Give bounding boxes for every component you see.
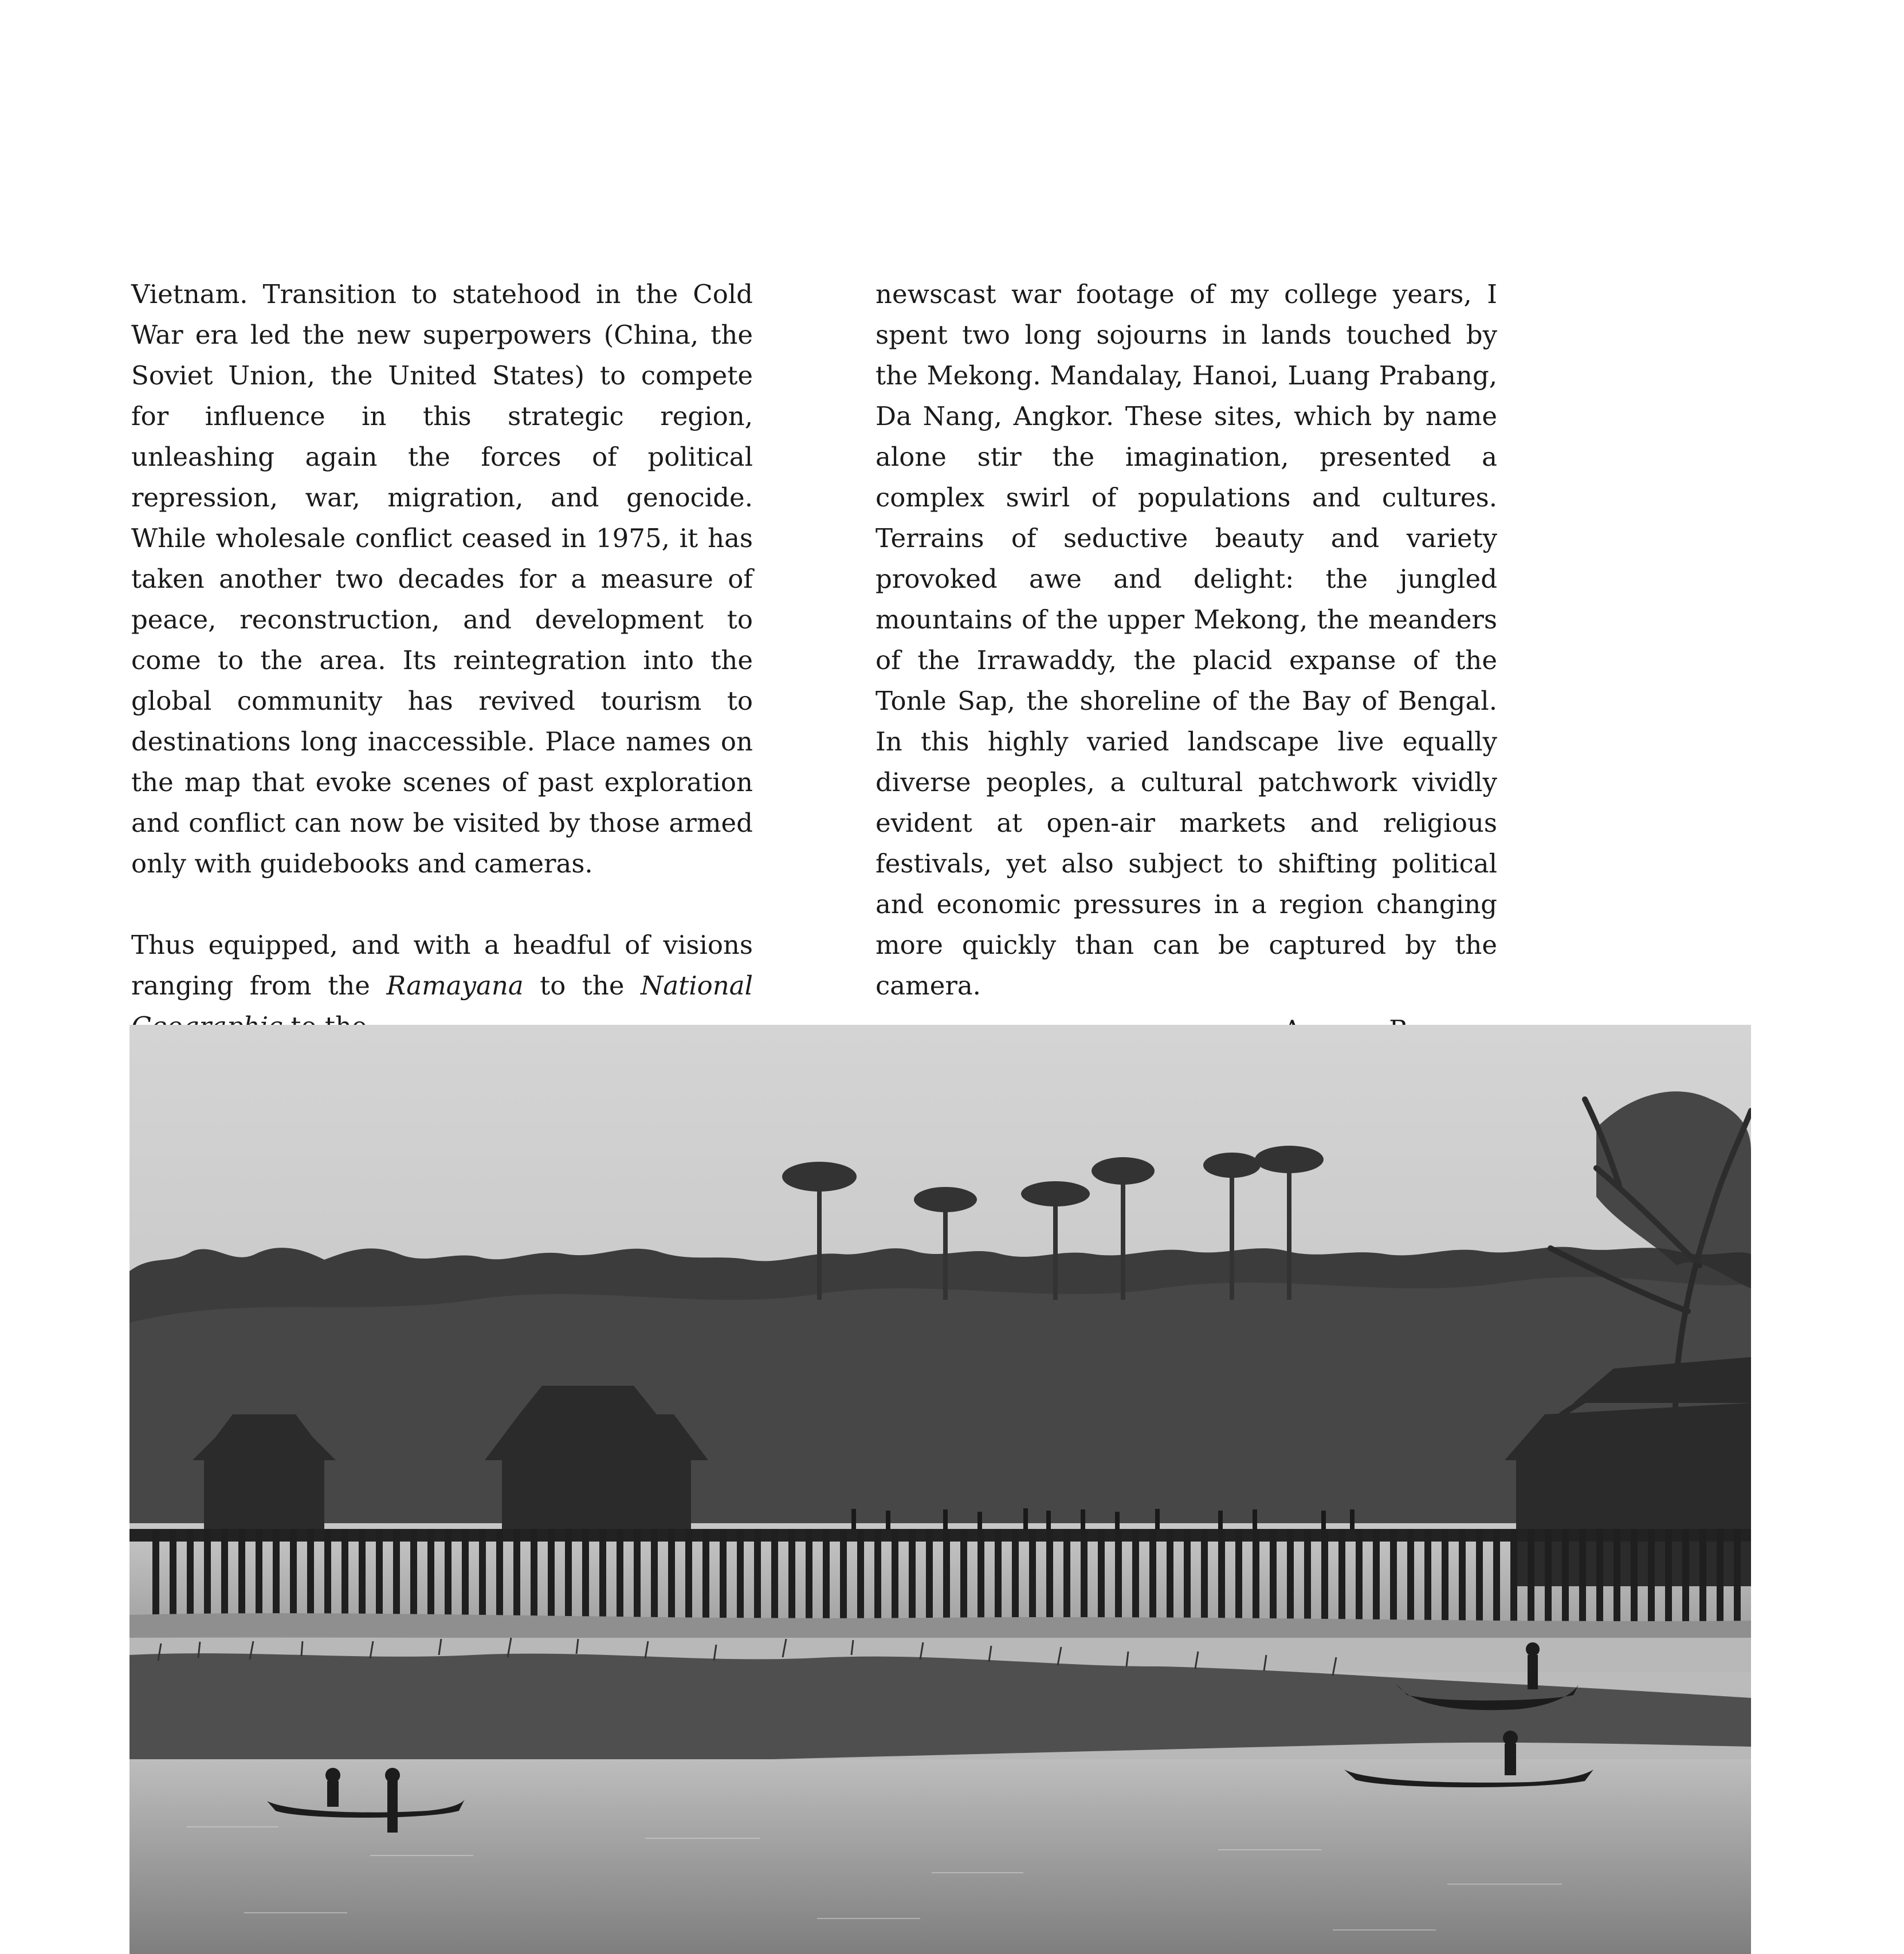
lower-lake	[129, 1759, 1751, 1954]
bridge-photograph	[129, 1025, 1751, 1954]
tree-line-back	[129, 1277, 1751, 1540]
left-paragraph-2-part-1: Thus equipped, and with a headful of visions ranging from the	[131, 930, 753, 1001]
right-text-column	[876, 274, 1497, 1050]
left-paragraph-1: Vietnam. Transition to statehood in the Cold War era led the new superpowers (China, the Soviet Union, the United States) to compete for influence in this strategic region, unleashing again the forces of political repression, war, migration, and genocide. While wholesale conflict ceased in 1975, it has taken another two decades for a measure of peace, reconstruction, and development to come to the area. Its reintegration into the global community has revived tourism to destinations long inaccessible. Place names on the map that evoke scenes of past exploration and conflict can now be visited by those armed only with guidebooks and cameras.	[131, 279, 753, 879]
title-national-geographic: National	[641, 970, 753, 1001]
left-text-column	[131, 274, 753, 1047]
right-paragraph-1: newscast war footage of my college years, I spent two long sojourns in lands touched by the Mekong. Mandalay, Hanoi, Luang Prabang, Da Nang, Angkor. These sites, which by name alone stir the imagination, presented a complex swirl of populations and cultures. Terrains of seductive beauty and variety provoked awe and delight: the jungled mountains of the upper Mekong, the meanders of the Irrawaddy, the placid expanse of the Tonle Sap, the shoreline of the Bay of Bengal. In this highly varied landscape live equally diverse peoples, a cultural patchwork vividly evident at open-air markets and religious festivals, yet also subject to shifting political and economic pressures in a region changing more quickly than can be captured by the camera.	[876, 279, 1497, 1001]
bridge-deck	[129, 1529, 1751, 1542]
left-paragraph-2-part-2: to the	[523, 970, 641, 1001]
title-ramayana: Ramayana	[386, 970, 524, 1001]
